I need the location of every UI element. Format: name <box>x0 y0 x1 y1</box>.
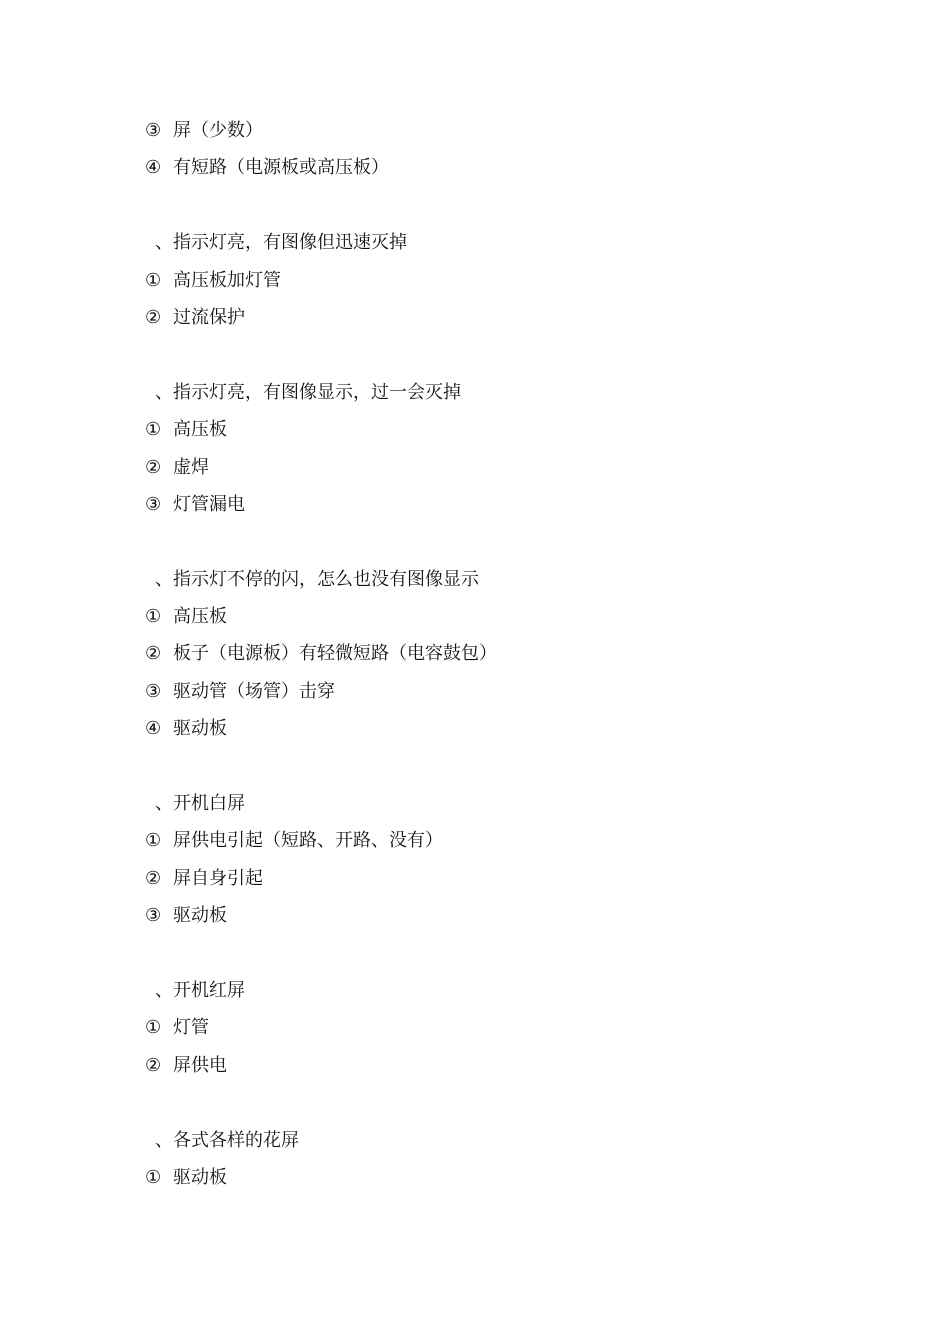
item-text: 屏供电引起（短路、开路、没有） <box>173 830 443 852</box>
list-item <box>145 822 845 859</box>
item-text: 过流保护 <box>173 306 245 328</box>
list-item <box>145 860 845 897</box>
heading-marker: 、 <box>155 381 173 403</box>
section-gap <box>145 748 845 785</box>
section-gap <box>145 336 845 373</box>
fault-section <box>145 972 845 1084</box>
section-heading <box>145 785 845 822</box>
item-number: ③ <box>145 680 162 702</box>
section-heading <box>145 1122 845 1159</box>
list-item <box>145 449 845 486</box>
item-text: 虚焊 <box>173 456 209 478</box>
heading-text: 开机红屏 <box>173 979 245 1001</box>
item-text: 高压板 <box>173 419 227 441</box>
section-heading <box>145 374 845 411</box>
item-number: ① <box>145 1166 162 1188</box>
heading-text: 各式各样的花屏 <box>173 1129 299 1151</box>
item-text: 板子（电源板）有轻微短路（电容鼓包） <box>173 643 497 665</box>
list-item <box>145 635 845 672</box>
item-number: ① <box>145 606 162 628</box>
heading-marker: 、 <box>155 979 173 1001</box>
section-gap <box>145 523 845 560</box>
item-text: 驱动管（场管）击穿 <box>173 680 335 702</box>
section-gap <box>145 1084 845 1121</box>
item-text: 驱动板 <box>173 718 227 740</box>
item-text: 屏自身引起 <box>173 867 263 889</box>
section-gap <box>145 935 845 972</box>
item-number: ① <box>145 419 162 441</box>
section-heading <box>145 224 845 261</box>
item-text: 有短路（电源板或高压板） <box>173 157 389 179</box>
heading-marker: 、 <box>155 793 173 815</box>
item-text: 灯管 <box>173 1017 209 1039</box>
fault-section <box>145 785 845 935</box>
item-number: ① <box>145 1017 162 1039</box>
heading-marker: 、 <box>155 232 173 254</box>
fault-section <box>145 112 845 187</box>
item-number: ② <box>145 867 162 889</box>
fault-section <box>145 1122 845 1197</box>
item-number: ④ <box>145 157 162 179</box>
list-item <box>145 1159 845 1196</box>
heading-text: 开机白屏 <box>173 793 245 815</box>
list-item <box>145 299 845 336</box>
list-item <box>145 710 845 747</box>
item-number: ② <box>145 306 162 328</box>
item-number: ② <box>145 456 162 478</box>
item-number: ③ <box>145 493 162 515</box>
item-text: 驱动板 <box>173 905 227 927</box>
list-item <box>145 262 845 299</box>
list-item <box>145 112 845 149</box>
list-item <box>145 673 845 710</box>
item-number: ② <box>145 643 162 665</box>
list-item <box>145 1009 845 1046</box>
heading-marker: 、 <box>155 568 173 590</box>
item-text: 灯管漏电 <box>173 493 245 515</box>
item-number: ① <box>145 830 162 852</box>
item-number: ① <box>145 269 162 291</box>
heading-text: 指示灯不停的闪，怎么也没有图像显示 <box>173 568 479 590</box>
item-number: ③ <box>145 120 162 141</box>
heading-text: 指示灯亮，有图像显示，过一会灭掉 <box>173 381 461 403</box>
list-item <box>145 411 845 448</box>
heading-marker: 、 <box>155 1129 173 1151</box>
list-item <box>145 1047 845 1084</box>
list-item <box>145 486 845 523</box>
item-number: ③ <box>145 905 162 927</box>
document-body <box>145 112 845 1196</box>
item-text: 高压板 <box>173 606 227 628</box>
fault-section <box>145 224 845 336</box>
section-heading <box>145 561 845 598</box>
section-gap <box>145 187 845 224</box>
list-item <box>145 149 845 186</box>
list-item <box>145 598 845 635</box>
item-text: 屏（少数） <box>173 120 263 141</box>
item-text: 屏供电 <box>173 1054 227 1076</box>
section-heading <box>145 972 845 1009</box>
heading-text: 指示灯亮，有图像但迅速灭掉 <box>173 232 407 254</box>
item-text: 高压板加灯管 <box>173 269 281 291</box>
fault-section <box>145 374 845 524</box>
item-number: ④ <box>145 718 162 740</box>
item-text: 驱动板 <box>173 1166 227 1188</box>
fault-section <box>145 561 845 748</box>
item-number: ② <box>145 1054 162 1076</box>
list-item <box>145 897 845 934</box>
